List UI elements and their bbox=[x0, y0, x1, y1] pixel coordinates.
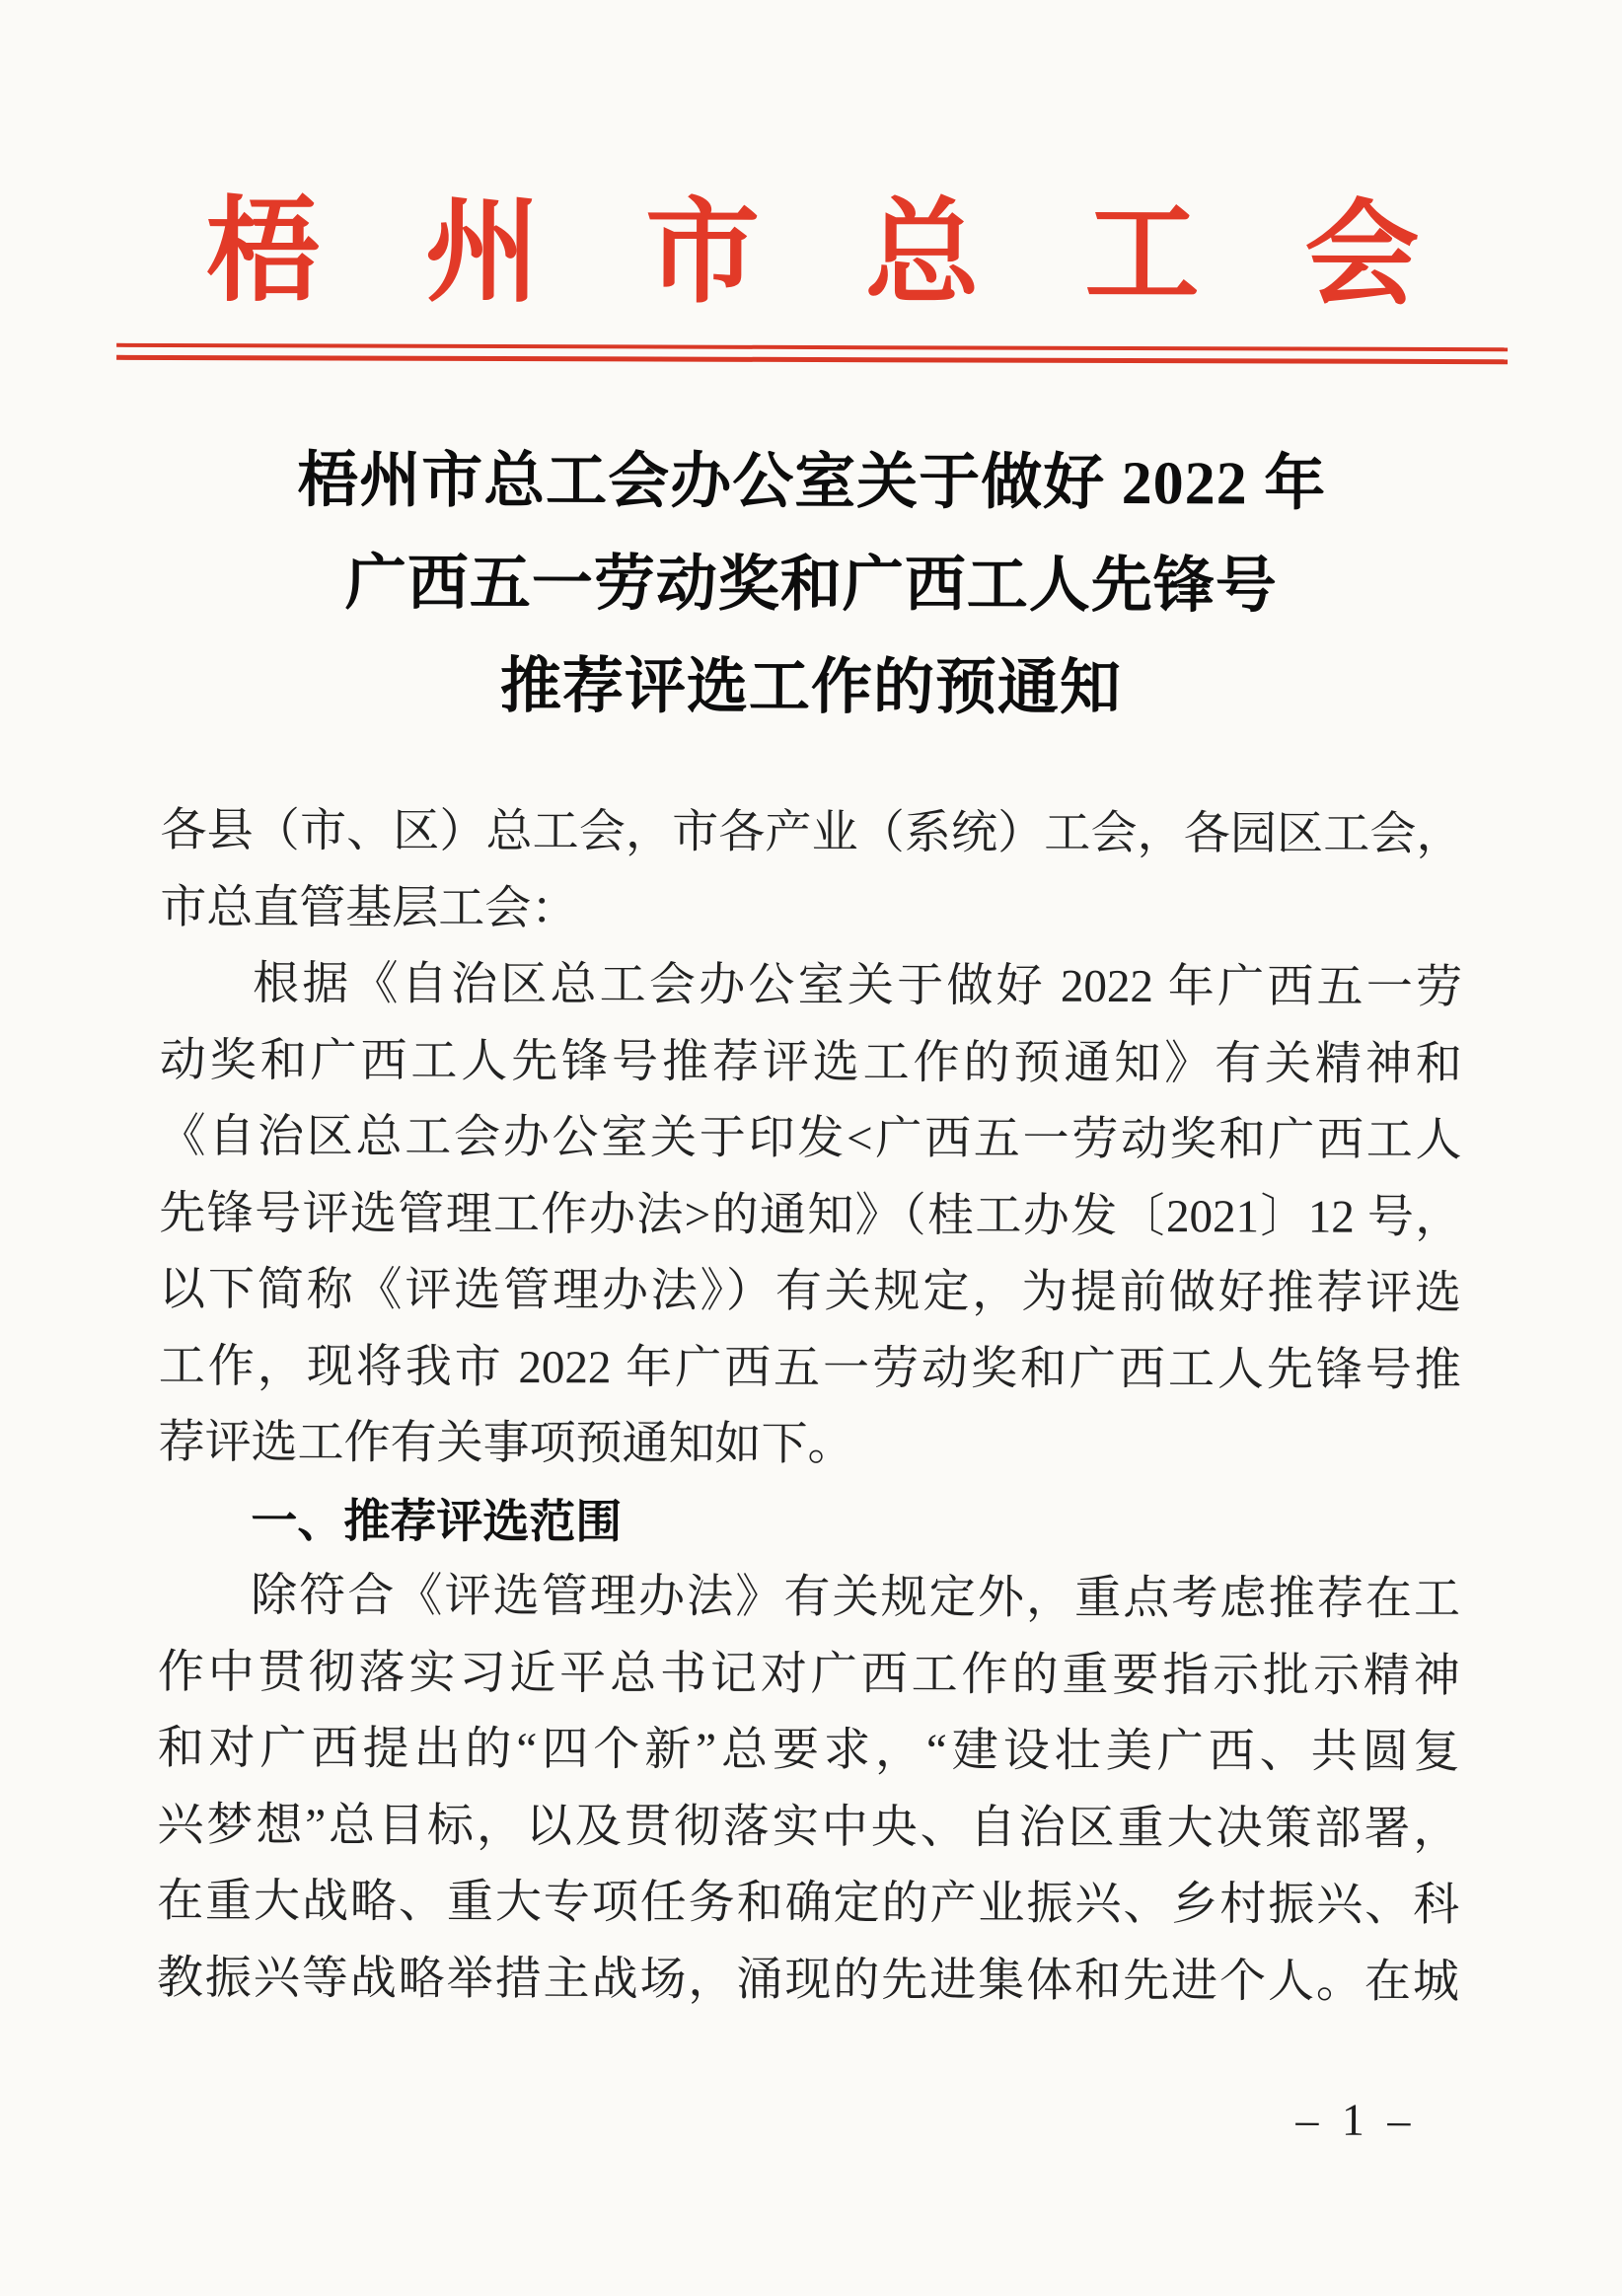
body-line: 市总直管基层工会： bbox=[160, 881, 578, 934]
org-name-char: 州 bbox=[424, 189, 541, 318]
body-line: 兴梦想”总目标，以及贯彻落实中央、自治区重大决策部署， bbox=[157, 1799, 1460, 1855]
body-line: 先锋号评选管理工作办法>的通知》（桂工办发〔2021〕12 号， bbox=[159, 1187, 1462, 1243]
body-line: 在重大战略、重大专项任务和确定的产业振兴、乡村振兴、科 bbox=[157, 1875, 1460, 1932]
red-separator-line-top bbox=[116, 343, 1508, 351]
title-line-1: 梧州市总工会办公室关于做好 2022 年 bbox=[297, 447, 1327, 518]
title-line-3: 推荐评选工作的预通知 bbox=[499, 653, 1123, 722]
org-name-char: 总 bbox=[864, 191, 980, 319]
body-line: 一、推荐评选范围 bbox=[251, 1493, 623, 1547]
body-line: 动奖和广西工人先锋号推荐评选工作的预通知》有关精神和 bbox=[159, 1034, 1462, 1090]
org-name-char: 梧 bbox=[205, 189, 321, 317]
body-line: 和对广西提出的“四个新”总要求，“建设壮美广西、共圆复 bbox=[157, 1722, 1460, 1779]
body-line: 《自治区总工会办公室关于印发<广西五一劳动奖和广西工人 bbox=[159, 1110, 1462, 1167]
body-line: 教振兴等战略举措主战场，涌现的先进集体和先进个人。在城 bbox=[156, 1952, 1459, 2008]
letterhead-org-name bbox=[205, 189, 1420, 320]
body-line: 荐评选工作有关事项预通知如下。 bbox=[158, 1416, 854, 1471]
document-title bbox=[0, 428, 1622, 741]
body-line: 根据《自治区总工会办公室关于做好 2022 年广西五一劳 bbox=[252, 958, 1463, 1014]
red-separator-line bbox=[116, 343, 1508, 364]
page-number: – 1 – bbox=[1295, 2094, 1417, 2145]
org-name-char: 市 bbox=[644, 190, 761, 318]
body-line: 作中贯彻落实习近平总书记对广西工作的重要指示批示精神 bbox=[157, 1646, 1460, 1702]
body-line: 除符合《评选管理办法》有关规定外，重点考虑推荐在工 bbox=[251, 1570, 1461, 1626]
org-name-char: 工 bbox=[1084, 191, 1200, 320]
red-separator-line-bottom bbox=[116, 355, 1508, 364]
body-line: 以下简称《评选管理办法》）有关规定，为提前做好推荐评选 bbox=[159, 1263, 1462, 1320]
org-name-char: 会 bbox=[1304, 192, 1420, 320]
body-line: 各县（市、区）总工会，市各产业（系统）工会，各园区工会， bbox=[160, 804, 1463, 861]
document-body bbox=[157, 793, 1463, 2021]
body-line: 工作，现将我市 2022 年广西五一劳动奖和广西工人先锋号推 bbox=[158, 1340, 1461, 1396]
title-line-2: 广西五一劳动奖和广西工人先锋号 bbox=[344, 550, 1278, 621]
